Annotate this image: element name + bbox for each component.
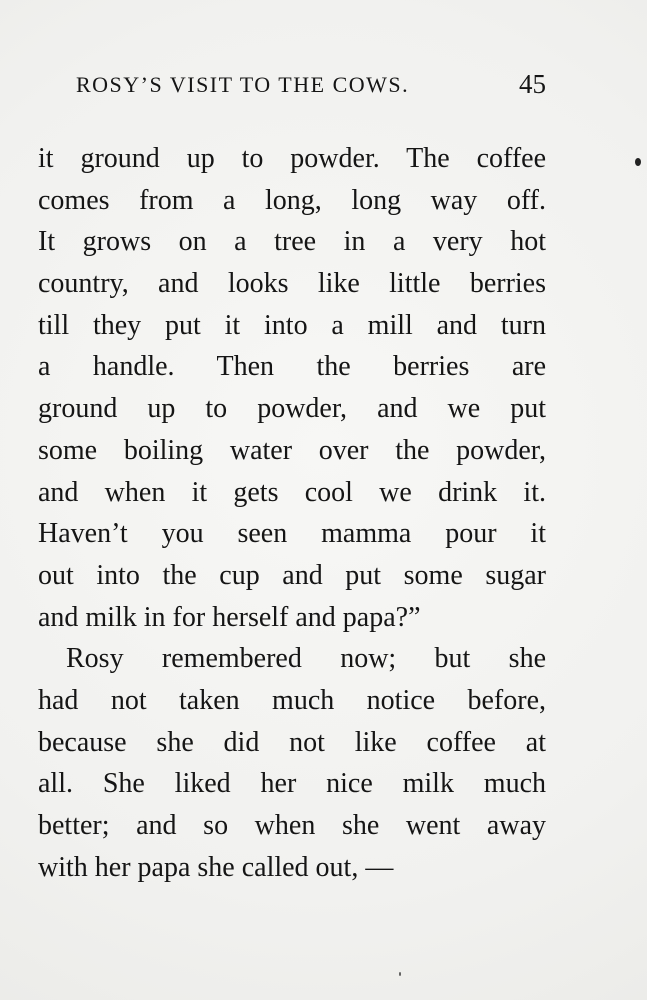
text-line-15: because she did not like coffee at <box>38 726 546 758</box>
ink-speck <box>635 158 641 166</box>
text-line-6: a handle. Then the berries are <box>38 351 546 383</box>
text-line-1: it ground up to powder. The coffee <box>38 143 546 174</box>
text-line-8: some boiling water over the powder, <box>38 434 546 466</box>
text-line-14: had not taken much notice before, <box>38 684 546 716</box>
text-line-12: and milk in for herself and papa?” <box>38 601 421 633</box>
page-number: 45 <box>519 69 546 99</box>
text-line-18: with her papa she called out, — <box>38 851 394 883</box>
text-line-2: comes from a long, long way off. <box>38 184 546 216</box>
text-line-13: Rosy remembered now; but she <box>66 643 546 675</box>
ink-speck <box>399 972 401 976</box>
text-line-16: all. She liked her nice milk much <box>38 768 546 800</box>
text-line-4: country, and looks like little berries <box>38 268 546 300</box>
text-line-5: till they put it into a mill and turn <box>38 309 546 341</box>
running-head-title: ROSY’S VISIT TO THE COWS. <box>76 72 410 97</box>
text-line-10: Haven’t you seen mamma pour it <box>38 518 546 550</box>
text-line-11: out into the cup and put some sugar <box>38 559 546 591</box>
text-line-9: and when it gets cool we drink it. <box>38 476 546 508</box>
body-text <box>38 138 546 888</box>
text-line-7: ground up to powder, and we put <box>38 393 546 425</box>
running-head <box>76 69 546 104</box>
text-line-3: It grows on a tree in a very hot <box>38 226 546 258</box>
text-line-17: better; and so when she went away <box>38 810 546 841</box>
